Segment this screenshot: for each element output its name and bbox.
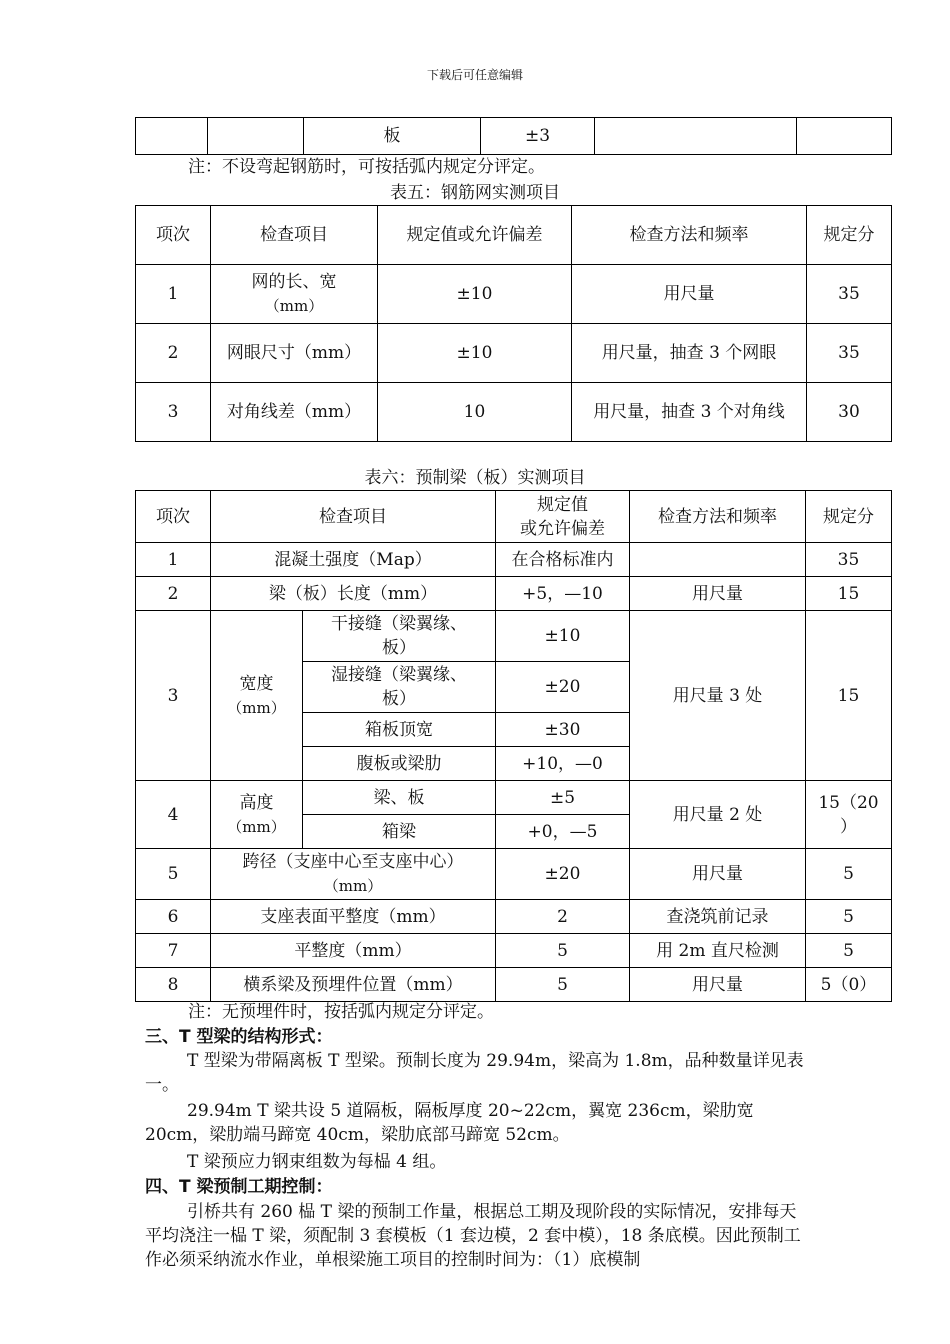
section4-heading: 四、T 梁预制工期控制： xyxy=(145,1177,333,1197)
cell-deviation: 5 xyxy=(496,968,630,1002)
table-header-row xyxy=(136,491,892,543)
table6-title: 表六：预制梁（板）实测项目 xyxy=(364,468,586,488)
table-cell xyxy=(136,118,208,155)
cell-item: 混凝土强度（Map） xyxy=(211,543,496,577)
cell-item: 支座表面平整度（mm） xyxy=(211,900,496,934)
cell-method: 用尺量 xyxy=(630,849,806,900)
cell-subitem: 梁、板 xyxy=(303,781,496,815)
cell-score xyxy=(806,781,892,849)
cell-group-line: （mm） xyxy=(227,817,286,836)
table-header-row xyxy=(136,206,892,265)
cell-score: 15 xyxy=(806,611,892,781)
table-cell: 板 xyxy=(304,118,481,155)
cell-score: 5 xyxy=(806,900,892,934)
cell-item xyxy=(211,265,378,324)
header-score: 规定分 xyxy=(806,491,892,543)
cell-deviation: ±20 xyxy=(496,849,630,900)
cell-deviation: 5 xyxy=(496,934,630,968)
cell-method: 用尺量 xyxy=(630,577,806,611)
cell-no: 4 xyxy=(136,781,211,849)
table-row xyxy=(136,900,892,934)
note-2: 注：无预埋件时，按括弧内规定分评定。 xyxy=(188,1002,494,1022)
cell-subitem: 箱板顶宽 xyxy=(303,713,496,747)
cell-deviation: +10，—0 xyxy=(496,747,630,781)
cell-group xyxy=(211,781,303,849)
header-item: 检查项目 xyxy=(211,491,496,543)
cell-method: 查浇筑前记录 xyxy=(630,900,806,934)
cell-no: 7 xyxy=(136,934,211,968)
cell-line: 板） xyxy=(382,638,416,658)
cell-method: 用尺量 2 处 xyxy=(630,781,806,849)
cell-group-line: （mm） xyxy=(227,698,286,717)
cell-no: 1 xyxy=(136,265,211,324)
cell-deviation: ±10 xyxy=(496,611,630,662)
table-row xyxy=(136,781,892,815)
table-cell xyxy=(797,118,892,155)
header-no: 项次 xyxy=(136,206,211,265)
cell-item xyxy=(211,849,496,900)
table-row xyxy=(136,968,892,1002)
cell-item: 平整度（mm） xyxy=(211,934,496,968)
header-line: 或允许偏差 xyxy=(520,518,605,539)
table-cell: ±3 xyxy=(481,118,595,155)
cell-item: 横系梁及预埋件位置（mm） xyxy=(211,968,496,1002)
section3-paragraph-2: 29.94m T 梁共设 5 道隔板，隔板厚度 20~22cm，翼宽 236cm，梁肋宽 20cm，梁肋端马蹄宽 40cm，梁肋底部马蹄宽 52cm。 xyxy=(145,1101,754,1145)
cell-method: 用 2m 直尺检测 xyxy=(630,934,806,968)
cell-no: 1 xyxy=(136,543,211,577)
page-header: 下载后可任意编辑 xyxy=(426,68,523,82)
cell-score: 35 xyxy=(807,324,892,383)
cell-deviation: 2 xyxy=(496,900,630,934)
table5-title: 表五：钢筋网实测项目 xyxy=(390,183,560,203)
continued-table xyxy=(135,117,892,155)
cell-method: 用尺量 xyxy=(630,968,806,1002)
cell-item-line: 网的长、宽 xyxy=(251,272,337,292)
cell-no: 2 xyxy=(136,577,211,611)
cell-score: 35 xyxy=(807,265,892,324)
table-row xyxy=(136,543,892,577)
cell-score: 5 xyxy=(806,934,892,968)
cell-no: 3 xyxy=(136,611,211,781)
cell-method: 用尺量 xyxy=(572,265,807,324)
cell-deviation: +0，—5 xyxy=(496,815,630,849)
table-row xyxy=(136,849,892,900)
table-row xyxy=(136,324,892,383)
cell-deviation: ±30 xyxy=(496,713,630,747)
cell-no: 3 xyxy=(136,383,211,442)
cell-no: 5 xyxy=(136,849,211,900)
section4-paragraph-1: 引桥共有 260 榀 T 梁的预制工作量，根据总工期及现阶段的实际情况，安排每天平均浇注一榀 T 梁，须配制 3 套模板（1 套边模，2 套中模），18 条底模。因此预制工作必须采纳流水作业，单根梁施工项目的控制时间为：（1）底模制 xyxy=(145,1202,801,1270)
cell-line: 板） xyxy=(382,689,416,709)
cell-deviation: 在合格标准内 xyxy=(496,543,630,577)
header-score: 规定分 xyxy=(807,206,892,265)
cell-line: （mm） xyxy=(323,877,383,895)
cell-subitem: 箱梁 xyxy=(303,815,496,849)
header-deviation xyxy=(496,491,630,543)
cell-score: 5 xyxy=(806,849,892,900)
cell-deviation: ±20 xyxy=(496,662,630,713)
cell-subitem xyxy=(303,662,496,713)
cell-method: 用尺量，抽查 3 个对角线 xyxy=(572,383,807,442)
cell-method: 用尺量，抽查 3 个网眼 xyxy=(572,324,807,383)
cell-score: 15 xyxy=(806,577,892,611)
table6 xyxy=(135,490,892,1002)
table-cell xyxy=(595,118,797,155)
cell-score: 30 xyxy=(807,383,892,442)
cell-deviation: ±10 xyxy=(378,265,572,324)
cell-deviation: ±5 xyxy=(496,781,630,815)
section3-paragraph-3: T 梁预应力钢束组数为每榀 4 组。 xyxy=(187,1152,447,1172)
table-row xyxy=(136,383,892,442)
cell-no: 2 xyxy=(136,324,211,383)
cell-item-line: （mm） xyxy=(264,297,324,315)
header-line: 规定值 xyxy=(537,494,588,515)
table5 xyxy=(135,205,892,442)
cell-deviation: 10 xyxy=(378,383,572,442)
header-no: 项次 xyxy=(136,491,211,543)
note-1: 注：不设弯起钢筋时，可按括弧内规定分评定。 xyxy=(188,157,545,177)
table-row xyxy=(136,934,892,968)
cell-line: 15（20 xyxy=(818,792,879,813)
header-method: 检查方法和频率 xyxy=(572,206,807,265)
table-row xyxy=(136,265,892,324)
header-method: 检查方法和频率 xyxy=(630,491,806,543)
cell-line: 跨径（支座中心至支座中心） xyxy=(242,852,464,872)
table-cell xyxy=(208,118,304,155)
cell-no: 6 xyxy=(136,900,211,934)
cell-group-line: 高度 xyxy=(239,792,274,813)
cell-subitem: 腹板或梁肋 xyxy=(303,747,496,781)
section3-paragraph-1: T 型梁为带隔离板 T 型梁。预制长度为 29.94m，梁高为 1.8m，品种数量详见表一。 xyxy=(145,1051,804,1095)
cell-item: 对角线差（mm） xyxy=(211,383,378,442)
cell-deviation: +5，—10 xyxy=(496,577,630,611)
cell-score: 35 xyxy=(806,543,892,577)
cell-no: 8 xyxy=(136,968,211,1002)
cell-item: 梁（板）长度（mm） xyxy=(211,577,496,611)
cell-deviation: ±10 xyxy=(378,324,572,383)
cell-method xyxy=(630,543,806,577)
table-row xyxy=(136,611,892,662)
cell-score: 5（0） xyxy=(806,968,892,1002)
header-item: 检查项目 xyxy=(211,206,378,265)
cell-subitem xyxy=(303,611,496,662)
cell-line: ） xyxy=(840,816,857,837)
cell-item: 网眼尺寸（mm） xyxy=(211,324,378,383)
cell-group xyxy=(211,611,303,781)
cell-line: 湿接缝（梁翼缘、 xyxy=(331,665,467,685)
header-deviation: 规定值或允许偏差 xyxy=(378,206,572,265)
table-row xyxy=(136,577,892,611)
section3-heading: 三、T 型梁的结构形式： xyxy=(145,1027,333,1047)
cell-line: 干接缝（梁翼缘、 xyxy=(331,614,467,634)
cell-group-line: 宽度 xyxy=(239,673,274,694)
cell-method: 用尺量 3 处 xyxy=(630,611,806,781)
